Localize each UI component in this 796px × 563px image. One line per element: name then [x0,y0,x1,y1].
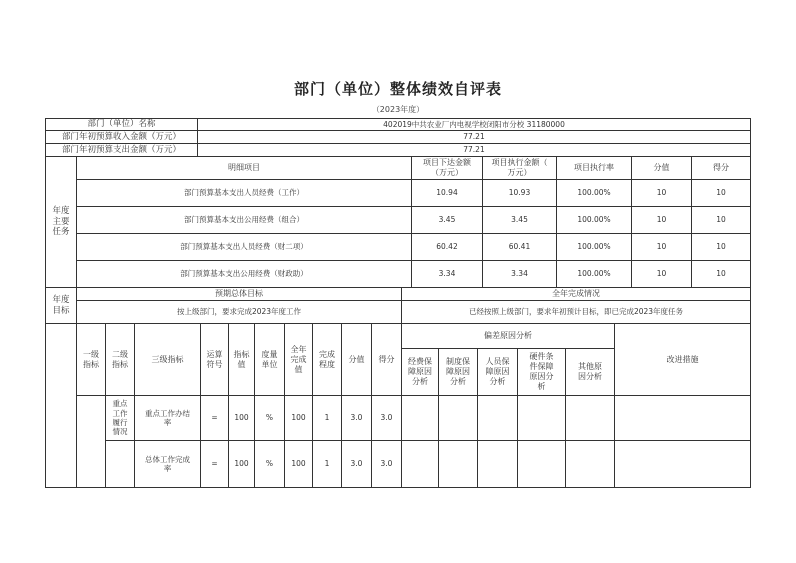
ind-row-2-degree: 1 [312,440,342,488]
ind-row-1-staff [477,395,518,441]
page-title: 部门（单位）整体绩效自评表 [293,80,502,98]
ind-row-2-target: 100 [228,440,255,488]
ind-row-2-staff [477,440,518,488]
task-row-4-rate: 100.00% [556,260,632,288]
tasks-section-label: 年度 主要 任务 [45,156,77,288]
task-row-3-budget: 60.42 [411,233,483,261]
task-row-2-score: 10 [631,206,692,234]
tasks-header-rate: 项目执行率 [556,156,632,180]
ind-header-year-done: 全年 完成 值 [284,323,313,396]
goals-plan-value: 按上级部门，要求完成2023年度工作 [76,300,402,324]
dept-name-label: 部门（单位）名称 [45,118,198,131]
goals-section-label: 年度 目标 [45,287,77,324]
expense-value: 77.21 [197,143,751,157]
ind-row-1-unit: % [254,395,285,441]
ind-row-2-year-done: 100 [284,440,313,488]
task-row-1-exec: 10.93 [482,179,557,207]
ind-row-2-op: = [200,440,229,488]
ind-row-1-score: 3.0 [341,395,372,441]
ind-row-1-hw [517,395,566,441]
ind-row-1-year-done: 100 [284,395,313,441]
ind-header-degree: 完成 程度 [312,323,342,396]
task-row-1-rate: 100.00% [556,179,632,207]
task-row-1-name: 部门预算基本支出人员经费（工作） [76,179,412,207]
tasks-header-exec: 项目执行金额（ 万元） [482,156,557,180]
ind-row-1-other [565,395,615,441]
ind-row-1-lvl2: 重点 工作 履行 情况 [105,395,135,441]
ind-row-2-improve [614,440,751,488]
task-row-2-name: 部门预算基本支出公用经费（组合） [76,206,412,234]
task-row-4-budget: 3.34 [411,260,483,288]
ind-header-lvl3: 三级指标 [134,323,201,396]
ind-header-other: 其他原 因分析 [565,348,615,396]
ind-row-2-score: 3.0 [341,440,372,488]
tasks-header-item: 明细项目 [76,156,412,180]
ind-header-got: 得分 [371,323,402,396]
ind-header-score: 分值 [341,323,372,396]
expense-label: 部门年初预算支出金额（万元） [45,143,198,157]
tasks-header-got: 得分 [691,156,751,180]
task-row-4-exec: 3.34 [482,260,557,288]
ind-header-sys: 制度保 障原因 分析 [438,348,478,396]
income-label: 部门年初预算收入金额（万元） [45,130,198,144]
dept-name-value: 402019中共农业厂内电视学校闭阳市分校 31180000 [197,118,751,131]
ind-lvl1-cell [76,395,106,488]
evaluation-table [45,118,751,488]
task-row-3-score: 10 [631,233,692,261]
task-row-2-rate: 100.00% [556,206,632,234]
goals-done-header: 全年完成情况 [401,287,751,301]
tasks-header-budget: 项目下达金额 （万元） [411,156,483,180]
task-row-3-name: 部门预算基本支出人员经费（财二项） [76,233,412,261]
ind-header-staff: 人员保 障原因 分析 [477,348,518,396]
task-row-3-got: 10 [691,233,751,261]
ind-header-target: 指标 值 [228,323,255,396]
task-row-4-name: 部门预算基本支出公用经费（财政助） [76,260,412,288]
task-row-2-budget: 3.45 [411,206,483,234]
task-row-2-got: 10 [691,206,751,234]
ind-row-2-unit: % [254,440,285,488]
ind-row-1-fund [401,395,439,441]
task-row-3-rate: 100.00% [556,233,632,261]
ind-header-lvl2: 二级 指标 [105,323,135,396]
task-row-4-score: 10 [631,260,692,288]
ind-header-improve: 改进措施 [614,323,751,396]
ind-row-1-target: 100 [228,395,255,441]
tasks-header-score: 分值 [631,156,692,180]
ind-row-2-other [565,440,615,488]
task-row-2-exec: 3.45 [482,206,557,234]
ind-row-2-lvl2 [105,440,135,488]
task-row-1-budget: 10.94 [411,179,483,207]
ind-header-lvl1: 一级 指标 [76,323,106,396]
goals-plan-header: 预期总体目标 [76,287,402,301]
ind-header-fund: 经费保 障原因 分析 [401,348,439,396]
ind-header-op: 运算 符号 [200,323,229,396]
ind-header-unit: 度量 单位 [254,323,285,396]
task-row-3-exec: 60.41 [482,233,557,261]
ind-row-2-sys [438,440,478,488]
ind-row-1-lvl3: 重点工作办结 率 [134,395,201,441]
task-row-1-score: 10 [631,179,692,207]
ind-row-1-sys [438,395,478,441]
ind-row-1-got: 3.0 [371,395,402,441]
ind-header-dev: 偏差原因分析 [401,323,615,349]
ind-row-1-degree: 1 [312,395,342,441]
task-row-4-got: 10 [691,260,751,288]
ind-row-2-hw [517,440,566,488]
income-value: 77.21 [197,130,751,144]
ind-row-2-lvl3: 总体工作完成 率 [134,440,201,488]
ind-row-1-op: = [200,395,229,441]
ind-header-hw: 硬件条 件保障 原因分 析 [517,348,566,396]
goals-done-value: 已经按照上级部门，要求年初预计目标，即已完成2023年度任务 [401,300,751,324]
task-row-1-got: 10 [691,179,751,207]
ind-row-2-fund [401,440,439,488]
ind-row-1-improve [614,395,751,441]
ind-row-2-got: 3.0 [371,440,402,488]
fiscal-year: （2023年度） [371,105,425,114]
indicator-blank-cell [45,323,77,488]
